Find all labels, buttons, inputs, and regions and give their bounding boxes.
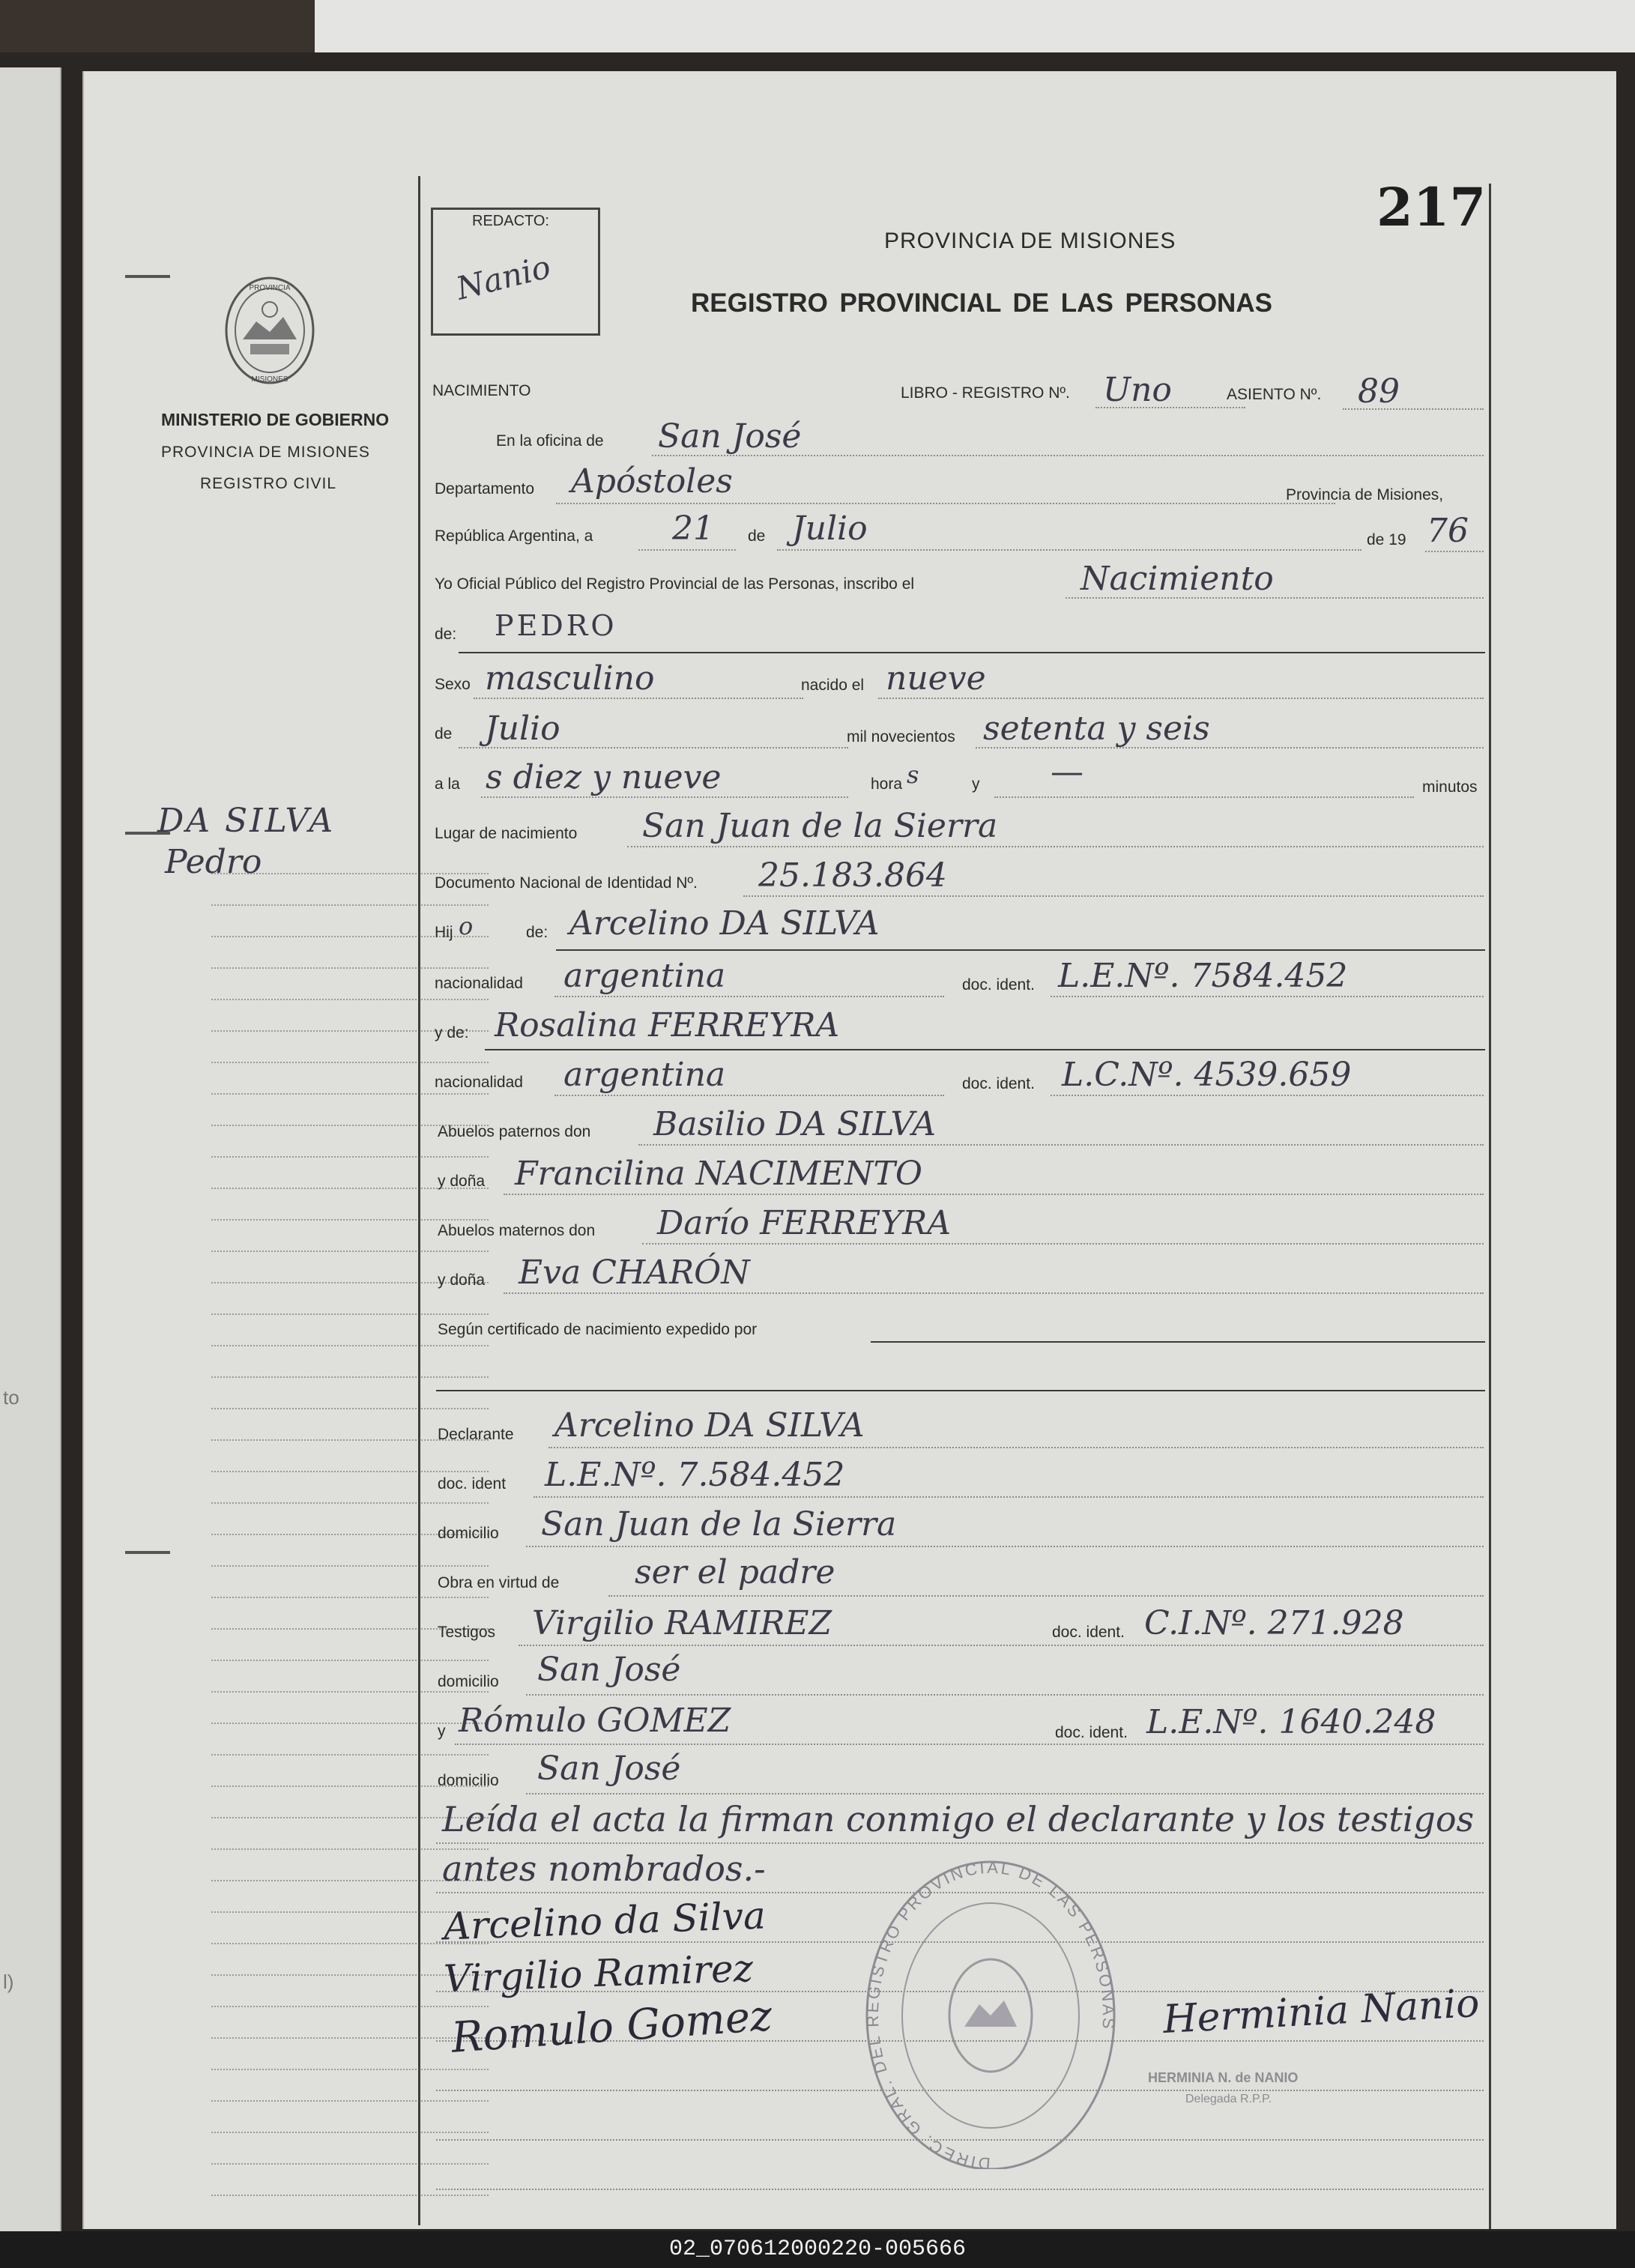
margin-rule: [211, 1376, 489, 1378]
nacido-label: nacido el: [801, 677, 865, 694]
yo-oficial-label: Yo Oficial Público del Registro Provincial de las Personas, inscribo el: [435, 575, 915, 593]
abuela-materna-value: Eva CHARÓN: [519, 1254, 750, 1292]
closing-line-2: antes nombrados.-: [442, 1848, 766, 1889]
margin-rule: [211, 1313, 489, 1315]
margin-rule: [211, 2037, 489, 2039]
domicilio-testigo2-value: San José: [537, 1750, 681, 1788]
mil-novecientos-label: mil novecientos: [847, 728, 955, 746]
closing-line-1: Leída el acta la firman conmigo el declarante y los testigos: [442, 1799, 1475, 1839]
y-de-label: y de:: [435, 1024, 469, 1041]
dni-label: Documento Nacional de Identidad Nº.: [435, 874, 698, 892]
margin-rule: [211, 1754, 489, 1756]
lugar-value: San Juan de la Sierra: [642, 807, 998, 845]
republica-label: República Argentina, a: [435, 527, 593, 545]
margin-rule: [211, 1565, 489, 1567]
margin-rule: [211, 1408, 489, 1409]
margin-rule: [211, 1660, 489, 1661]
a-la-label: a la: [435, 775, 460, 793]
mes-nacimiento-value: Julio: [485, 710, 560, 748]
hijo-de-label: de:: [526, 924, 548, 941]
sexo-label: Sexo: [435, 676, 471, 693]
margin-rule: [211, 2069, 489, 2070]
margin-note-surname: DA SILVA: [157, 802, 336, 840]
margin-rule: [211, 1691, 489, 1693]
asiento-value: 89: [1358, 372, 1400, 411]
madre-value: Rosalina FERREYRA: [495, 1006, 840, 1044]
hijo-label: Hij: [435, 924, 453, 941]
top-edge: [0, 0, 1635, 52]
official-signature: Herminia Nanio: [1161, 1980, 1481, 2043]
doc-padre-value: L.E.Nº. 7584.452: [1058, 957, 1348, 995]
stamp-ring-text: DIREC. GRAL. DEL REGISTRO PROVINCIAL DE LAS PERSONAS: [863, 1857, 1118, 2169]
domicilio-testigo2-label: domicilio: [438, 1772, 499, 1789]
segun-certificado-label: Según certificado de nacimiento expedido por: [438, 1321, 758, 1338]
margin-rule: [211, 2100, 489, 2102]
margin-rule: [211, 999, 489, 1000]
minutos-value: —: [1051, 753, 1084, 791]
inscribo-value: Nacimiento: [1081, 560, 1274, 598]
abuela-materna-label: y doña: [438, 1271, 486, 1289]
declarante-label: Declarante: [438, 1426, 514, 1443]
y-label: y: [972, 775, 980, 793]
obra-label: Obra en virtud de: [438, 1574, 560, 1591]
doc-testigo2-value: L.E.Nº. 1640.248: [1146, 1703, 1436, 1741]
ministry-label: MINISTERIO DE GOBIERNO: [161, 410, 390, 429]
form-left-rule: [418, 176, 420, 2225]
declarante-value: Arcelino DA SILVA: [554, 1406, 865, 1445]
margin-rule: [211, 2195, 489, 2196]
obra-value: ser el padre: [635, 1553, 835, 1591]
nacimiento-label: NACIMIENTO: [432, 382, 531, 399]
margin-rule: [211, 1597, 489, 1598]
doc-testigo2-label: doc. ident.: [1055, 1724, 1128, 1741]
departamento-value: Apóstoles: [571, 462, 733, 501]
redacto-box: [431, 208, 600, 336]
domicilio-declarante-value: San Juan de la Sierra: [541, 1505, 897, 1543]
hijo-suffix: o: [459, 912, 474, 940]
asiento-label: ASIENTO Nº.: [1227, 386, 1322, 403]
binder-ring: [125, 275, 170, 278]
image-id-text: 02_070612000220-005666: [668, 2237, 967, 2262]
margin-rule: [211, 1471, 489, 1472]
margin-rule: [211, 2163, 489, 2165]
testigo2-value: Rómulo GOMEZ: [459, 1702, 731, 1740]
padre-value: Arcelino DA SILVA: [569, 904, 880, 943]
hora-value: s diez y nueve: [486, 758, 722, 796]
libro-value: Uno: [1103, 371, 1172, 409]
nacionalidad-madre-label: nacionalidad: [435, 1074, 523, 1091]
margin-rule: [211, 1502, 489, 1504]
doc-ident-declarante-label: doc. ident: [438, 1475, 507, 1493]
official-stamp-icon: [863, 1854, 1118, 2169]
margin-rule: [211, 1093, 489, 1095]
margin-rule: [211, 1723, 489, 1724]
doc-madre-label: doc. ident.: [962, 1075, 1035, 1092]
nacionalidad-padre-value: argentina: [563, 957, 726, 995]
mes-value: Julio: [792, 509, 868, 548]
official-stamp-title: Delegada R.P.P.: [1185, 2093, 1272, 2105]
seal-top-text: PROVINCIA: [249, 284, 291, 292]
margin-rule: [211, 2006, 489, 2007]
previous-page-edge: to l): [0, 67, 61, 2240]
doc-madre-value: L.C.Nº. 4539.659: [1062, 1056, 1352, 1094]
dni-value: 25.183.864: [758, 856, 947, 895]
province-title: PROVINCIA DE MISIONES: [884, 229, 1176, 253]
margin-rule: [211, 1062, 489, 1063]
signature-declarante: Arcelino da Silva: [443, 1893, 767, 1949]
doc-padre-label: doc. ident.: [962, 976, 1035, 994]
registry-label: REGISTRO CIVIL: [200, 475, 337, 492]
dia-value: 21: [672, 509, 714, 548]
margin-rule: [211, 1219, 489, 1221]
y-testigo2-label: y: [438, 1723, 446, 1740]
coat-of-arms-icon: [217, 272, 322, 392]
doc-declarante-value: L.E.Nº. 7.584.452: [545, 1456, 845, 1494]
image-id-footer: [0, 2231, 1635, 2268]
abuela-paterna-value: Francilina NACIMENTO: [515, 1155, 922, 1193]
doc-testigo1-value: C.I.Nº. 271.928: [1144, 1604, 1404, 1642]
lugar-label: Lugar de nacimiento: [435, 825, 578, 842]
libro-label: LIBRO - REGISTRO Nº.: [901, 384, 1070, 402]
hora-suffix: s: [907, 760, 919, 789]
anio-value: 76: [1427, 512, 1469, 550]
margin-rule: [211, 1345, 489, 1346]
provincia-label: Provincia de Misiones,: [1286, 486, 1444, 504]
abuelo-paterno-value: Basilio DA SILVA: [653, 1105, 936, 1143]
abuelos-paternos-label: Abuelos paternos don: [438, 1123, 591, 1140]
doc-testigo1-label: doc. ident.: [1052, 1624, 1125, 1641]
registry-title: REGISTRO PROVINCIAL DE LAS PERSONAS: [691, 288, 1272, 318]
margin-rule: [211, 904, 489, 906]
de-mes-label: de: [435, 725, 453, 743]
abuela-paterna-label: y doña: [438, 1173, 486, 1190]
margin-rule: [211, 1251, 489, 1252]
anio-nacimiento-value: setenta y seis: [983, 710, 1210, 748]
seal-bottom-text: MISIONES: [251, 375, 288, 384]
signature-testigo2: Romulo Gomez: [450, 1992, 774, 2063]
margin-rule: [211, 1156, 489, 1158]
nacionalidad-madre-value: argentina: [563, 1056, 726, 1094]
abuelo-materno-value: Darío FERREYRA: [657, 1204, 952, 1242]
margin-note-name: Pedro: [165, 843, 262, 881]
oficina-label: En la oficina de: [496, 432, 604, 450]
margin-rule: [211, 2132, 489, 2133]
testigos-label: Testigos: [438, 1624, 496, 1641]
official-stamp-name: HERMINIA N. de NANIO: [1148, 2070, 1299, 2085]
nacionalidad-padre-label: nacionalidad: [435, 975, 523, 992]
de-nombre-label: de:: [435, 626, 457, 643]
oficina-value: San José: [658, 417, 802, 456]
abuelos-maternos-label: Abuelos maternos don: [438, 1222, 596, 1239]
margin-rule: [211, 967, 489, 969]
domicilio-declarante-label: domicilio: [438, 1525, 499, 1542]
de-label: de: [748, 527, 766, 545]
form-right-rule: [1489, 184, 1491, 2229]
province-label: PROVINCIA DE MISIONES: [161, 444, 370, 461]
domicilio-testigo1-value: San José: [537, 1651, 681, 1689]
nombre-value: PEDRO: [495, 609, 617, 642]
testigo1-value: Virgilio RAMIREZ: [532, 1604, 832, 1642]
binder-ring: [125, 1551, 170, 1554]
redacto-value: Nanio: [452, 248, 554, 307]
domicilio-testigo1-label: domicilio: [438, 1673, 499, 1690]
sexo-value: masculino: [485, 659, 655, 698]
signature-testigo1: Virgilio Ramirez: [443, 1946, 754, 2001]
minutos-label: minutos: [1422, 778, 1478, 796]
hora-label: hora: [871, 775, 903, 793]
register-page: [82, 71, 1616, 2229]
anio-label: de 19: [1367, 531, 1406, 548]
page-number: 217: [1376, 176, 1487, 238]
redacto-label: REDACTO:: [472, 213, 549, 229]
nacido-value: nueve: [886, 659, 986, 698]
departamento-label: Departamento: [435, 480, 535, 498]
